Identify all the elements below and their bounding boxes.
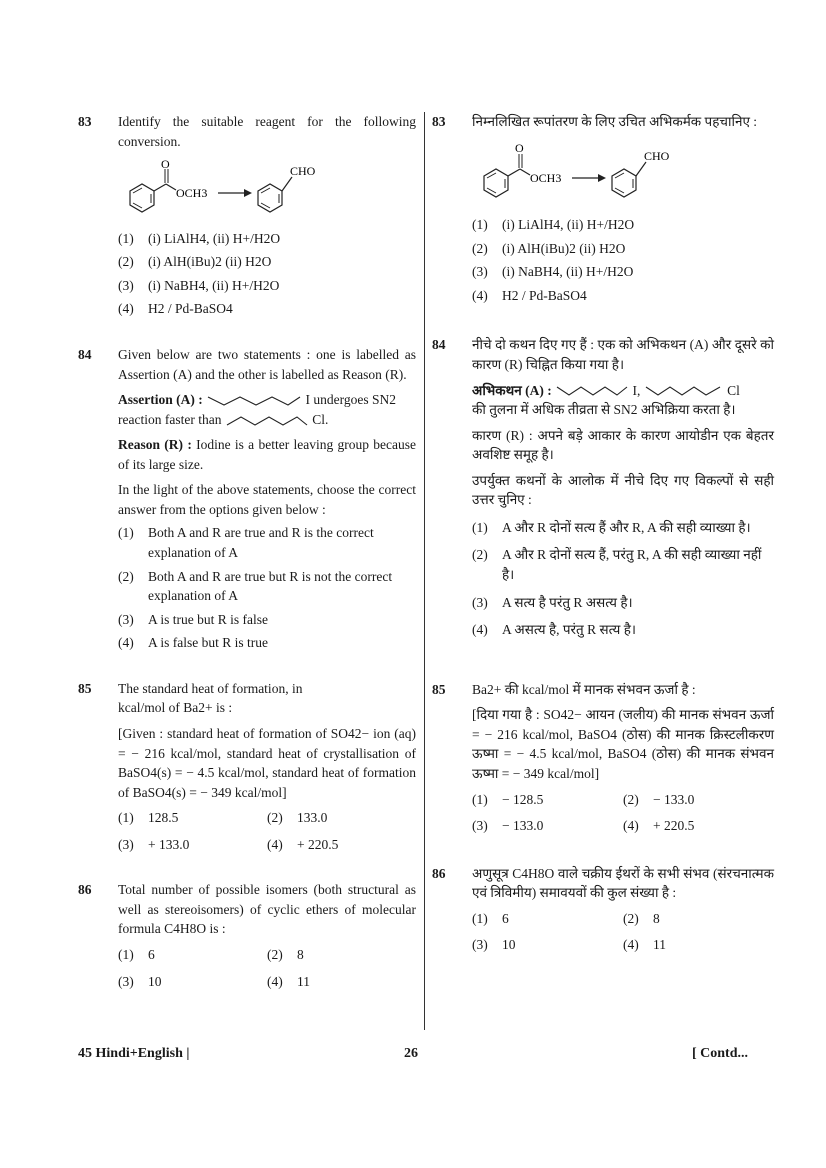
question-stem-line2: kcal/mol of Ba2+ is :: [118, 700, 233, 716]
question-stem: अणुसूत्र C4H8O वाले चक्रीय ईथरों के सभी संभव (संरचनात्मक एवं त्रिविमीय) समावयवों की कुल संख्या है :: [472, 865, 774, 901]
reason-label: Reason (R) :: [118, 437, 192, 453]
option-2[interactable]: (2) 8: [623, 910, 660, 926]
carbonyl-o-label: O: [161, 159, 170, 172]
option-1[interactable]: (1) (i) LiAlH4, (ii) H+/H2O: [118, 230, 281, 246]
option-3[interactable]: (3) A सत्य है परंतु R असत्य है।: [472, 594, 633, 610]
question-stem: Ba2+ की kcal/mol में मानक संभवन ऊर्जा है :: [472, 681, 696, 697]
option-1[interactable]: (1) A और R दोनों सत्य हैं और R, A की सही व्याख्या है।: [472, 519, 751, 535]
options-grid: [472, 790, 774, 836]
given-data: [Given : standard heat of formation of SO42− ion (aq) = − 216 kcal/mol, standard heat of crystallisation of BaSO4(s) = − 4.5 kcal/mol, standard heat of formation of BaSO4(s) = − 349 kcal/mol]: [118, 725, 416, 800]
question-85-en: [78, 679, 416, 855]
option-4[interactable]: (4) + 220.5: [267, 836, 339, 852]
option-4[interactable]: (4) A is false but R is true: [118, 635, 268, 651]
option-4[interactable]: (4) H2 / Pd-BaSO4: [118, 301, 233, 317]
option-3[interactable]: (3) − 133.0: [472, 818, 544, 834]
chloro-chain-structure: [644, 383, 724, 399]
question-number: 86: [432, 865, 446, 881]
methoxy-label: OCH3: [530, 170, 562, 185]
option-2[interactable]: (2) − 133.0: [623, 791, 695, 807]
question-86-hi: [432, 864, 774, 955]
question-stem: Total number of possible isomers (both structural as well as stereoisomers) of cyclic ethers of molecular formula C4H8O is :: [118, 882, 416, 937]
option-3[interactable]: (3) (i) NaBH4, (ii) H+/H2O: [472, 264, 634, 280]
footer-page-number: 26: [404, 1046, 418, 1061]
question-86-en: [78, 880, 416, 991]
question-83-hi: [432, 112, 774, 305]
option-3[interactable]: (3) 10: [118, 973, 162, 989]
option-1[interactable]: (1) − 128.5: [472, 791, 544, 807]
option-2[interactable]: (2) A और R दोनों सत्य हैं, परंतु R, A की सही व्याख्या नहीं है।: [472, 547, 762, 582]
option-1[interactable]: (1) Both A and R are true and R is the correct explanation of A: [118, 525, 374, 560]
aldehyde-label: CHO: [644, 148, 670, 163]
option-2[interactable]: (2) (i) AlH(iBu)2 (ii) H2O: [118, 254, 272, 270]
english-column: [78, 112, 416, 991]
reason: कारण (R) : अपने बड़े आकार के कारण आयोडीन एक बेहतर अवशिष्ट समूह है।: [472, 427, 774, 463]
question-stem-line1: The standard heat of formation, in: [118, 680, 303, 696]
question-stem: Identify the suitable reagent for the following conversion.: [118, 114, 416, 149]
footer-paper-code: 45 Hindi+English |: [78, 1046, 190, 1061]
question-85-hi: [432, 680, 774, 836]
aldehyde-label: CHO: [290, 164, 316, 179]
question-84-en: [78, 345, 416, 653]
option-1[interactable]: (1) 6: [472, 910, 509, 926]
question-83-en: [78, 112, 416, 319]
assertion-label: अभिकथन (A) :: [472, 382, 552, 398]
instruction: In the light of the above statements, choose the correct answer from the options given below :: [118, 482, 416, 517]
option-4[interactable]: (4) 11: [623, 937, 666, 953]
iodo-chain-structure: [206, 393, 302, 409]
question-number: 85: [432, 681, 446, 697]
reaction-structure: [472, 140, 702, 204]
iodo-chain-structure: [555, 383, 629, 399]
reaction-diagram: [472, 140, 774, 210]
hindi-column: [432, 112, 774, 955]
option-3[interactable]: (3) 10: [472, 937, 516, 953]
reaction-diagram: [118, 159, 416, 223]
option-2[interactable]: (2) (i) AlH(iBu)2 (ii) H2O: [472, 240, 626, 256]
reason: Reason (R) : Iodine is a better leaving group because of its large size.: [118, 437, 416, 472]
question-number: 83: [432, 114, 446, 129]
question-number: 83: [78, 114, 92, 129]
given-data: [दिया गया है : SO42− आयन (जलीय) की मानक संभवन ऊर्जा = − 216 kcal/mol, BaSO4 (ठोस) की मानक क्रिस्टलीकरण ऊष्मा = − 4.5 kcal/mol, BaSO4 (ठोस) की मानक संभवन ऊष्मा = − 349 kcal/mol]: [472, 707, 774, 781]
instruction: उपर्युक्त कथनों के आलोक में नीचे दिए गए विकल्पों से सही उत्तर चुनिए :: [472, 472, 774, 508]
footer-continued: [ Contd...: [692, 1046, 749, 1061]
option-2[interactable]: (2) 133.0: [267, 810, 328, 826]
methoxy-label: OCH3: [176, 186, 208, 201]
assertion: अभिकथन (A) : I, Cl की तुलना में अधिक तीव्रता से SN2 अभिक्रिया करता है।: [472, 382, 740, 418]
question-stem: Given below are two statements : one is labelled as Assertion (A) and the other is labelled as Reason (R).: [118, 346, 416, 382]
option-2[interactable]: (2) Both A and R are true but R is not the correct explanation of A: [118, 568, 393, 604]
carbonyl-o-label: O: [515, 140, 524, 155]
option-3[interactable]: (3) + 133.0: [118, 836, 190, 852]
question-number: 85: [78, 680, 92, 696]
option-4[interactable]: (4) 11: [267, 973, 310, 989]
column-divider: [424, 112, 425, 1030]
option-4[interactable]: (4) + 220.5: [623, 818, 695, 834]
option-1[interactable]: (1) (i) LiAlH4, (ii) H+/H2O: [472, 217, 635, 233]
chloro-chain-structure: [225, 413, 309, 429]
option-1[interactable]: (1) 128.5: [118, 810, 179, 826]
assertion-label: Assertion (A) :: [118, 392, 203, 408]
reaction-structure: [118, 159, 348, 217]
options-grid: [472, 909, 774, 955]
option-1[interactable]: (1) 6: [118, 947, 155, 962]
question-84-hi: [432, 335, 774, 639]
question-number: 84: [432, 337, 446, 353]
question-stem: निम्नलिखित रूपांतरण के लिए उचित अभिकर्मक पहचानिए :: [472, 114, 758, 129]
options-grid: [118, 808, 416, 854]
question-number: 86: [78, 882, 92, 898]
option-3[interactable]: (3) (i) NaBH4, (ii) H+/H2O: [118, 277, 280, 293]
question-number: 84: [78, 346, 92, 362]
option-3[interactable]: (3) A is true but R is false: [118, 611, 268, 627]
assertion: Assertion (A) : I undergoes SN2 reaction faster than Cl.: [118, 392, 396, 427]
options-grid: [118, 945, 416, 991]
option-4[interactable]: (4) H2 / Pd-BaSO4: [472, 287, 587, 303]
option-2[interactable]: (2) 8: [267, 947, 304, 962]
question-stem: नीचे दो कथन दिए गए हैं : एक को अभिकथन (A) और दूसरे को कारण (R) चिह्नित किया गया है।: [472, 337, 774, 372]
option-4[interactable]: (4) A असत्य है, परंतु R सत्य है।: [472, 622, 637, 638]
